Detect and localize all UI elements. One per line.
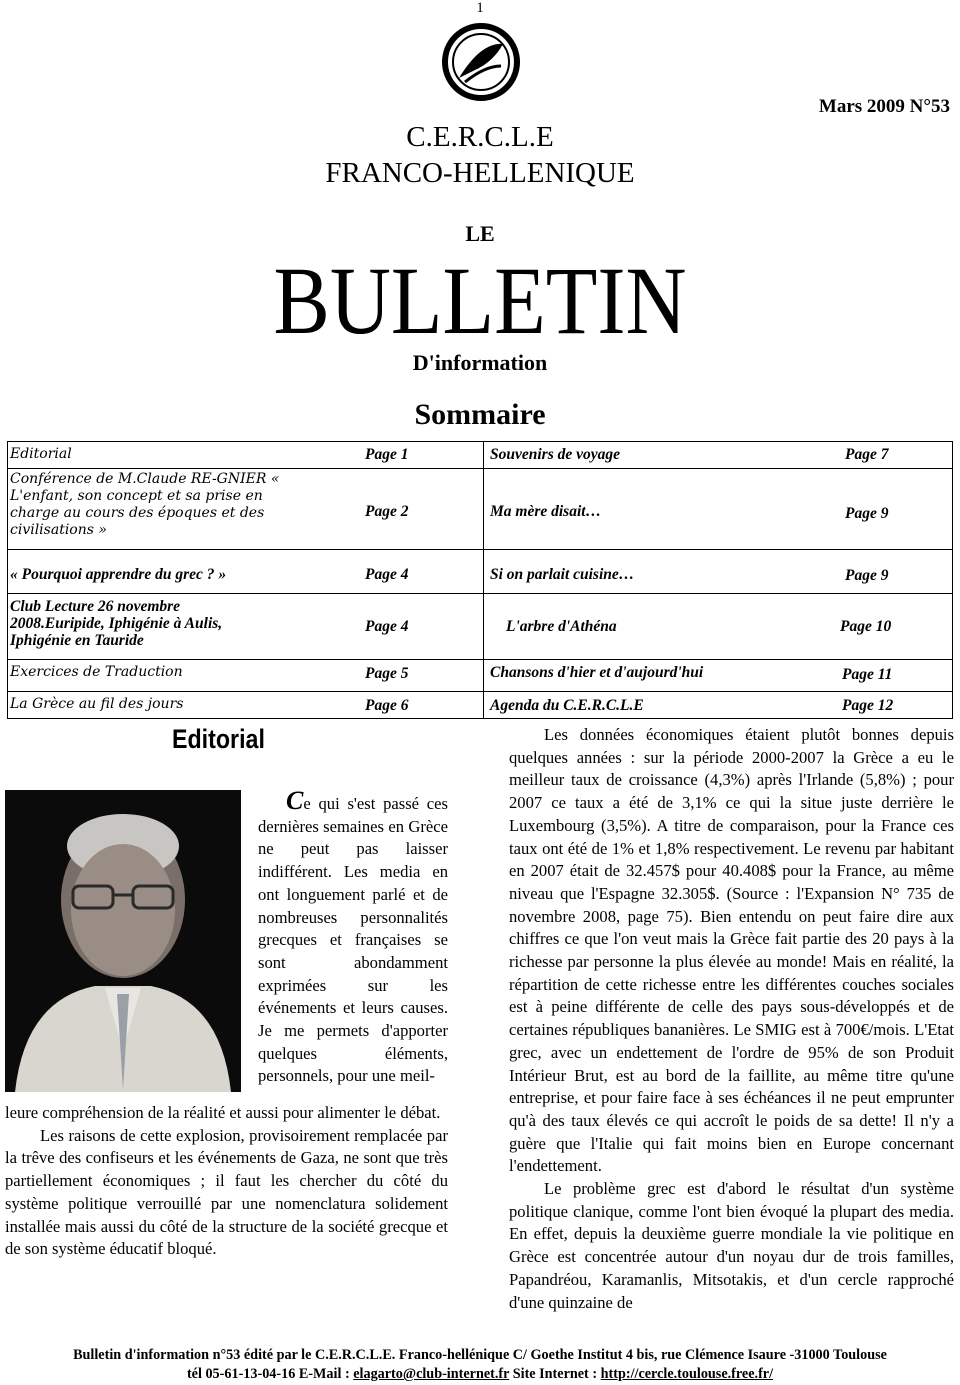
- issue-date: Mars 2009 N°53: [818, 96, 950, 117]
- organization-subtitle: FRANCO-HELLENIQUE: [325, 157, 635, 189]
- toc-page: Page 11: [842, 666, 893, 683]
- toc-page: Page 4: [365, 618, 409, 635]
- editorial-intro: [258, 786, 448, 1088]
- footer-site-label: Site Internet :: [509, 1366, 601, 1382]
- toc-item-conference[interactable]: Conférence de M.Claude RE-GNIER « L'enfant, son concept et sa prise en charge au cours des époques et des civilisations »: [10, 471, 280, 538]
- editorial-title: Editorial: [172, 724, 265, 754]
- toc-item-exercices[interactable]: Exercices de Traduction: [10, 664, 183, 680]
- sommaire-title: Sommaire: [414, 398, 546, 431]
- toc-page: Page 6: [365, 697, 409, 714]
- footer-contact: [0, 1366, 960, 1383]
- table-of-contents: [7, 441, 953, 719]
- editorial-intro-end: leure compréhension de la réalité et aussi pour alimenter le débat.: [5, 1103, 441, 1122]
- toc-item-cuisine[interactable]: Si on parlait cuisine…: [490, 566, 635, 583]
- toc-page: Page 5: [365, 665, 409, 682]
- editorial-paragraph: Les données économiques étaient plutôt bonnes depuis quelques années : sur la période 2000-2007 la Grèce a eu le meilleur taux de croissance (4,3%) après l'Irlande (5,8%) ; pour 2007 ce taux a été de 3,1% ce qui la situe juste derrière le Luxembourg (3,5%). A titre de comparaison, pour la France ces taux ont été de 1% et 1,8% respectivement. Le revenu par habitant en 2007 était de 32.457$ pour 40.408$ pour la France, au même niveau que l'Espagne 32.305$. (Source : l'Expansion N° 735 de novembre 2008, page 75). Bien entendu on peut faire dire aux chiffres ce que l'on veut mais la Grèce fait partie des 20 pays à la richesse par personne la plus élevée au monde! Mais en réalité, la répartition de cette richesse entre les différentes couches sociales est à peine différente de celle des pays sous-développés et de certaines républiques bananières. Le SMIG est à 700€/mois. L'Etat grec, avec un endettement de l'ordre de 95% de son Produit Intérieur Brut, est au bord de la faillite, au même titre qu'une entreprise, et pour faire face à ses échéances il ne peut emprunter qu'à des taux élevés ce qui accroît le poids de sa dette! Il n'y a guère que l'Italie qui fait moins bien en Europe concernant l'endettement.: [509, 725, 954, 1176]
- footer-email-link[interactable]: elagarto@club-internet.fr: [353, 1366, 510, 1382]
- toc-page: Page 9: [845, 505, 889, 522]
- page-number: 1: [476, 0, 484, 16]
- masthead-le: LE: [465, 221, 495, 246]
- masthead-title: BULLETIN: [273, 247, 687, 354]
- footer-publisher: Bulletin d'information n°53 édité par le C.E.R.C.L.E. Franco-hellénique C/ Goethe Institut 4 bis, rue Clémence Isaure -31000 Toulouse: [73, 1347, 887, 1363]
- toc-page: Page 1: [365, 446, 409, 463]
- toc-item-mere[interactable]: Ma mère disait…: [490, 503, 602, 520]
- toc-page: Page 12: [842, 697, 894, 714]
- toc-item-grec[interactable]: « Pourquoi apprendre du grec ? »: [10, 566, 227, 583]
- toc-page: Page 2: [365, 503, 409, 520]
- toc-item-grece[interactable]: La Grèce au fil des jours: [10, 696, 184, 712]
- toc-item-agenda[interactable]: Agenda du C.E.R.C.L.E: [490, 697, 644, 714]
- editorial-paragraph: Les raisons de cette explosion, provisoirement remplacée par la trêve des confiseurs et les événements de Gaza, ne sont que très partiellement économiques ; il faut les chercher du côté du système politique verrouillé par une nomenclatura solidement installée mais aussi du côté de la structure de la société grecque et de son système éducatif bloqué.: [5, 1125, 448, 1259]
- author-photo: [5, 790, 241, 1092]
- editorial-dropcap: C: [286, 786, 304, 815]
- editorial-paragraph: Le problème grec est d'abord le résultat d'un système politique clanique, comme l'ont bien évoqué la plupart des media. En effet, depuis la deuxième guerre mondiale la vie politique en Grèce est concentrée autour d'un noyau dur de trois familles, Papandréou, Karamanlis, Mitsotakis, et d'un cercle rapproché d'une quinzaine de: [509, 1179, 954, 1312]
- olive-branch-logo-icon: [441, 22, 521, 102]
- toc-item-souvenirs[interactable]: Souvenirs de voyage: [490, 446, 621, 463]
- editorial-left-column: [5, 1102, 448, 1261]
- editorial-intro-text: e qui s'est passé ces dernières semaines en Grèce ne peut pas laisser indifférent. Les media en ont longuement parlé et de nombreuses personnalités grecques et françaises se sont abondamment exprimées sur les événements et leurs causes. Je me permets d'apporter quelques éléments, personnels, pour une meil-: [258, 794, 448, 1086]
- toc-page: Page 10: [840, 618, 892, 635]
- toc-item-chansons[interactable]: Chansons d'hier et d'aujourd'hui: [490, 664, 704, 681]
- masthead-subtitle: D'information: [412, 350, 548, 375]
- organization-name: C.E.R.C.L.E: [406, 121, 554, 153]
- toc-page: Page 7: [845, 446, 889, 463]
- toc-page: Page 4: [365, 566, 409, 583]
- footer-tel: tél 05-61-13-04-16 E-Mail :: [186, 1366, 354, 1382]
- footer-website-link[interactable]: http://cercle.toulouse.free.fr/: [600, 1366, 774, 1382]
- toc-page: Page 9: [845, 567, 889, 584]
- toc-item-club-lecture[interactable]: Club Lecture 26 novembre 2008.Euripide, Iphigénie à Aulis, Iphigénie en Tauride: [10, 598, 223, 649]
- editorial-right-column: [509, 724, 954, 1314]
- toc-item-editorial[interactable]: Editorial: [10, 446, 72, 462]
- toc-item-arbre[interactable]: L'arbre d'Athéna: [506, 618, 617, 635]
